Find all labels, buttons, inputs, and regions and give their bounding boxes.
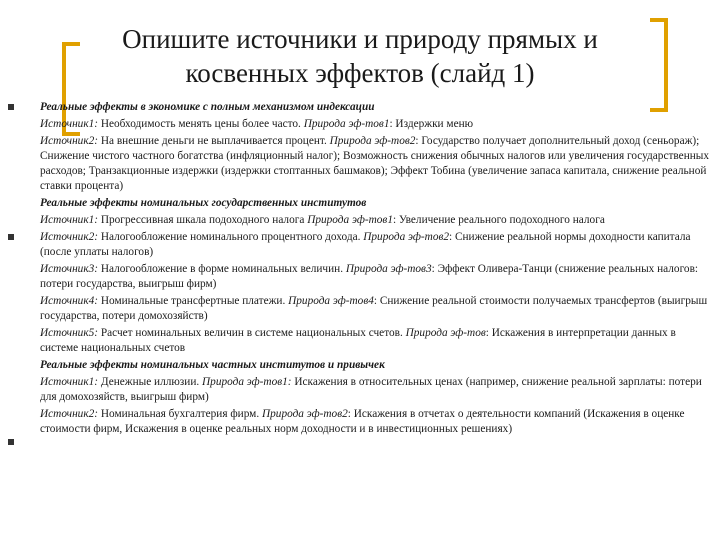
title-bracket-right xyxy=(650,18,668,112)
source-item: Источник3: Налогообложение в форме номинальных величин. Природа эф-тов3: Эффект Оливера-Танци (снижение реальных налогов: потери государства, выигрыш фирм) xyxy=(40,263,699,290)
slide-title xyxy=(80,22,640,90)
title-line-2: косвенных эффектов (слайд 1) xyxy=(185,58,535,88)
section-heading-1: Реальные эффекты в экономике с полным механизмом индексации xyxy=(40,101,375,113)
section-heading-2: Реальные эффекты номинальных государственных институтов xyxy=(40,197,367,209)
title-line-1: Опишите источники и природу прямых и xyxy=(122,24,598,54)
section-heading-3: Реальные эффекты номинальных частных институтов и привычек xyxy=(40,359,385,371)
bullet-marker-1 xyxy=(8,104,14,110)
source-item: Источник1: Необходимость менять цены более часто. Природа эф-тов1: Издержки меню xyxy=(40,118,474,130)
source-item: Источник4: Номинальные трансфертные платежи. Природа эф-тов4: Снижение реальной стоимости получаемых трансфертов (выигрыш государства, потери домохозяйств) xyxy=(40,295,708,322)
bullet-marker-2 xyxy=(8,234,14,240)
source-item: Источник5: Расчет номинальных величин в системе национальных счетов. Природа эф-тов: Искажения в интерпретации данных в системе национальных счетов xyxy=(40,327,676,354)
source-item: Источник2: На внешние деньги не выплачивается процент. Природа эф-тов2: Государство получает дополнительный доход (сеньораж); Снижение чистого частного богатства (инфляционный налог); Возможность снижения обычных налогов или увеличения государственных расходов; Транзакционные издержки (издержки стоптанных башмаков); Эффект Тобина (увеличение запаса капитала, снижение реальной ставки процента) xyxy=(40,135,710,192)
source-item: Источник2: Налогообложение номинального процентного дохода. Природа эф-тов2: Снижение реальной нормы доходности капитала (после уплаты налогов) xyxy=(40,231,691,258)
bullet-marker-3 xyxy=(8,439,14,445)
source-item: Источник1: Денежные иллюзии. Природа эф-тов1: Искажения в относительных ценах (например, снижение реальной зарплаты: потери для домохозяйств, выигрыш фирм) xyxy=(40,376,702,403)
source-item: Источник1: Прогрессивная шкала подоходного налога Природа эф-тов1: Увеличение реального подоходного налога xyxy=(40,214,605,226)
source-item: Источник2: Номинальная бухгалтерия фирм. Природа эф-тов2: Искажения в отчетах о деятельности компаний (Искажения в оценке стоимости фирм, Искажения в оценке реальных норм доходности и в инвестиционных решениях) xyxy=(40,408,685,435)
slide-body xyxy=(40,100,712,439)
